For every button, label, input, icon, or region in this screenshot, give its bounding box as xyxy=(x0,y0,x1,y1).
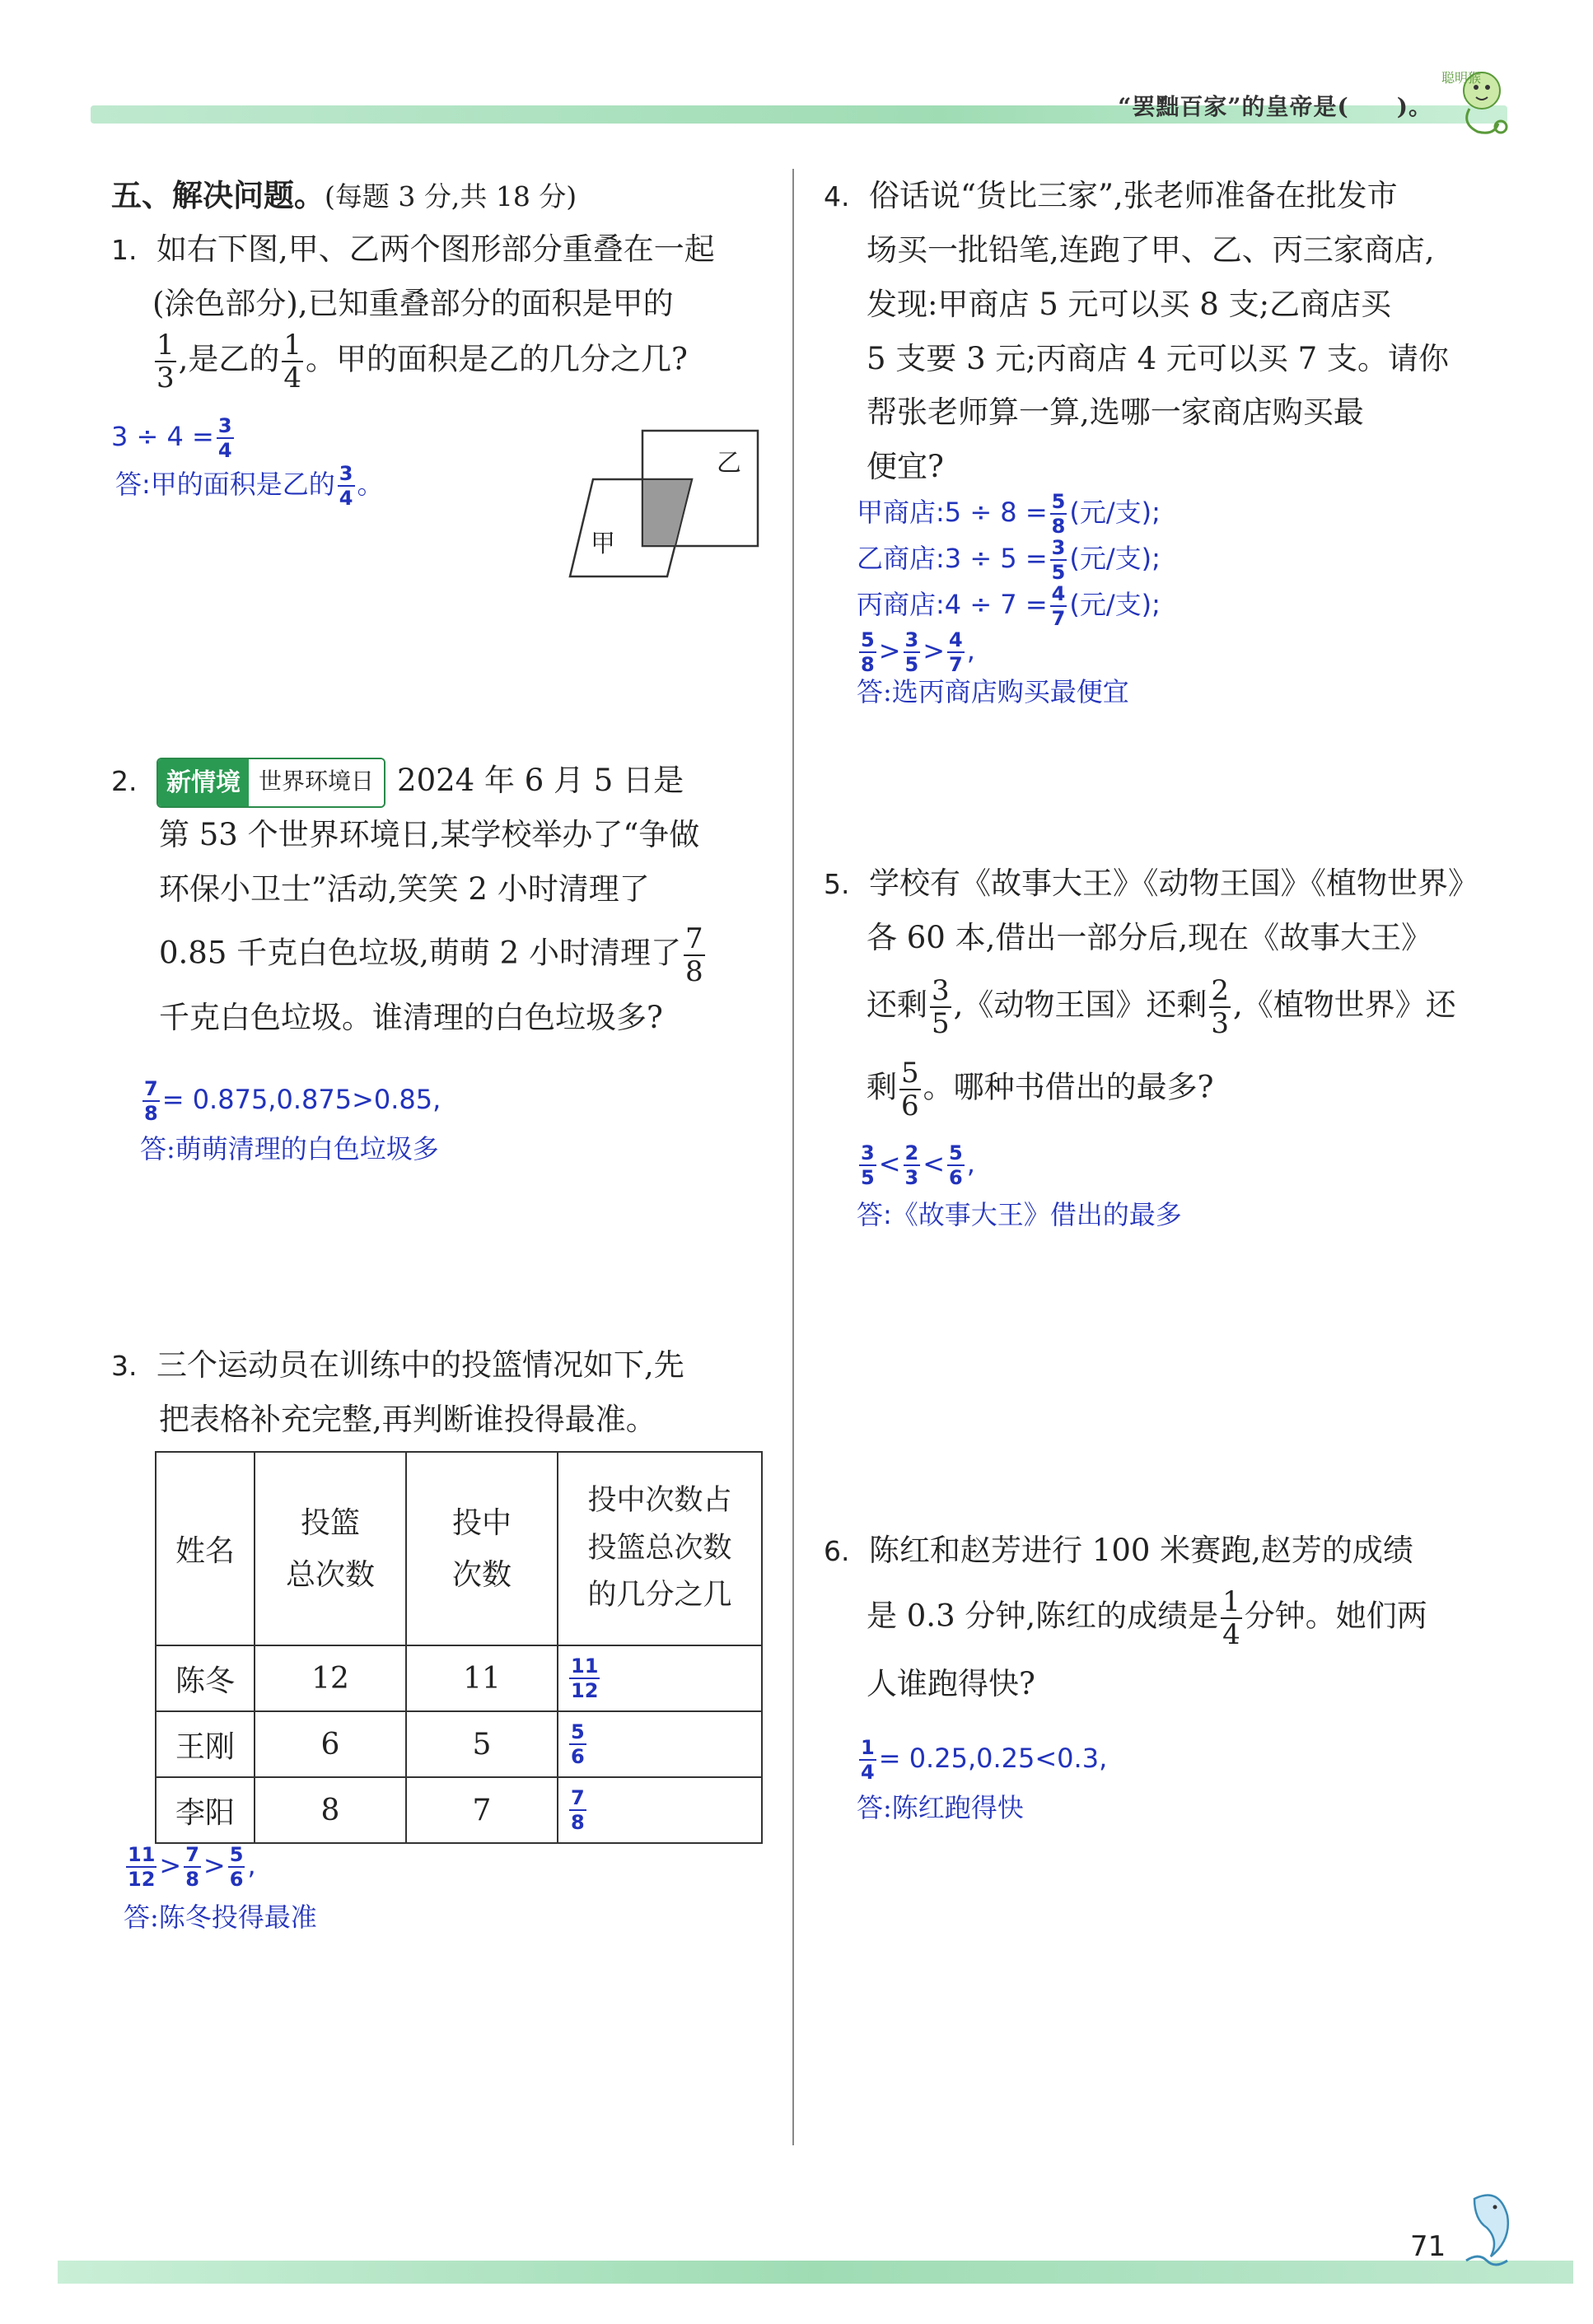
table-row xyxy=(156,1777,762,1843)
row-hit: 7 xyxy=(406,1777,558,1843)
q6-number: 6. xyxy=(824,1535,850,1567)
q5-answer-compare: $\frac{3}{5}$ < $\frac{2}{3}$ < $\frac{5}{6}$ , xyxy=(861,1141,975,1189)
q4-line5: 帮张老师算一算,选哪一家商店购买最 xyxy=(867,394,1364,431)
page-number: 71 xyxy=(1410,2230,1446,2263)
q2-answer-text: 答:萌萌清理的白色垃圾多 xyxy=(140,1133,439,1164)
q6-answer-text: 答:陈红跑得快 xyxy=(857,1792,1024,1823)
q1-number: 1. xyxy=(111,234,138,266)
q5-line4: 剩 $\frac{5}{6}$ 。哪种书借出的最多? xyxy=(867,1056,1214,1122)
q5-line2: 各 60 本,借出一部分后,现在《故事大王》 xyxy=(867,919,1432,955)
table-row xyxy=(156,1645,762,1711)
figure-label-a: 甲 xyxy=(591,530,615,558)
q4-line1: 俗话说“货比三家”,张老师准备在批发市 xyxy=(869,178,1398,213)
row-hit: 5 xyxy=(406,1711,558,1777)
q6-line1: 陈红和赵芳进行 100 米赛跑,赵芳的成绩 xyxy=(869,1533,1413,1568)
q2-answer-fraction: $\frac{7}{8}$ xyxy=(144,1077,158,1125)
q1-answer-text-fraction: $\frac{3}{4}$ xyxy=(339,462,353,510)
question-5 xyxy=(824,856,1499,1120)
row-answer: $\frac{5}{6}$ xyxy=(558,1711,762,1777)
row-total: 12 xyxy=(255,1645,406,1711)
th-total: 投篮 总次数 xyxy=(255,1452,406,1645)
q4-number: 4. xyxy=(824,180,850,212)
question-6 xyxy=(824,1524,1499,1711)
q1-answer-text: 答:甲的面积是乙的 $\frac{3}{4}$ 。 xyxy=(115,462,384,510)
section-heading xyxy=(111,169,577,223)
q2-line2: 第 53 个世界环境日,某学校举办了“争做 xyxy=(159,817,700,853)
q3-answer-text: 答:陈冬投得最准 xyxy=(124,1902,317,1933)
q1-overlap-figure xyxy=(560,420,774,585)
question-2 xyxy=(111,754,770,1045)
q2-fraction: $\frac{7}{8}$ xyxy=(684,922,703,988)
q4-calc-b: 乙商店:3 ÷ 5 = $\frac{3}{5}$ (元/支); xyxy=(857,536,1161,584)
row-hit: 11 xyxy=(406,1645,558,1711)
q2-line5: 千克白色垃圾。谁清理的白色垃圾多? xyxy=(159,999,663,1035)
q4-answer xyxy=(857,490,1161,714)
q2-line1: 2024 年 6 月 5 日是 xyxy=(397,763,684,798)
q4-calc-c: 丙商店:4 ÷ 7 = $\frac{4}{7}$ (元/支); xyxy=(857,582,1161,630)
figure-label-b: 乙 xyxy=(717,449,741,478)
q3-table xyxy=(155,1451,763,1844)
q4-line3: 发现:甲商店 5 元可以买 8 支;乙商店买 xyxy=(867,286,1392,322)
q5-answer-text: 答:《故事大王》借出的最多 xyxy=(857,1199,1182,1230)
q6-answer-calc: $\frac{1}{4}$ = 0.25,0.25<0.3, xyxy=(861,1736,1108,1784)
q4-line2: 场买一批铅笔,连跑了甲、乙、丙三家商店, xyxy=(867,231,1435,268)
question-4 xyxy=(824,169,1499,494)
logo-text: 聪明猴 xyxy=(1441,70,1482,86)
q2-number: 2. xyxy=(111,765,138,797)
row-total: 6 xyxy=(255,1711,406,1777)
q5-line3: 还剩 $\frac{3}{5}$ ,《动物王国》还剩 $\frac{2}{3}$ ,《植物世界》还 xyxy=(867,973,1456,1040)
monkey-logo-icon xyxy=(1437,58,1511,140)
q3-answer-compare: $\frac{11}{12}$ > $\frac{7}{8}$ > $\frac{5}{6}$ , xyxy=(128,1843,256,1891)
q3-number: 3. xyxy=(111,1350,138,1382)
q4-calc-a: 甲商店:5 ÷ 8 = $\frac{5}{8}$ (元/支); xyxy=(857,490,1161,538)
q4-compare: $\frac{5}{8}$ > $\frac{3}{5}$ > $\frac{4}{7}$ , xyxy=(861,628,975,676)
q1-line3: 。甲的面积是乙的几分之几? xyxy=(306,341,688,377)
q6-line2: 是 0.3 分钟,陈红的成绩是 $\frac{1}{4}$ 分钟。她们两 xyxy=(867,1584,1427,1651)
question-1 xyxy=(111,222,762,392)
table-row xyxy=(156,1711,762,1777)
row-name: 王刚 xyxy=(156,1711,255,1777)
q2-line3: 环保小卫士”活动,笑笑 2 小时清理了 xyxy=(159,871,650,908)
header-quiz-text: “罢黜百家”的皇帝是( )。 xyxy=(1118,93,1432,120)
q6-line3: 人谁跑得快? xyxy=(867,1665,1035,1701)
row-name: 李阳 xyxy=(156,1777,255,1843)
q1-fraction-2: $\frac{1}{4}$ xyxy=(283,328,302,394)
section-score: (每题 3 分,共 18 分) xyxy=(325,180,577,212)
figure-overlap-shaded xyxy=(642,479,692,546)
dolphin-icon xyxy=(1450,2182,1524,2273)
q3-line1: 三个运动员在训练中的投篮情况如下,先 xyxy=(156,1347,684,1383)
th-hit: 投中 次数 xyxy=(406,1452,558,1645)
q1-line1: 如右下图,甲、乙两个图形部分重叠在一起 xyxy=(156,231,715,267)
q2-badge-topic: 世界环境日 xyxy=(249,759,384,806)
q1-answer-calc: 3 ÷ 4 = $\frac{3}{4}$ xyxy=(111,414,232,462)
th-name: 姓名 xyxy=(156,1452,255,1645)
row-name: 陈冬 xyxy=(156,1645,255,1711)
row-answer: $\frac{7}{8}$ xyxy=(558,1777,762,1843)
q4-answer-text: 答:选丙商店购买最便宜 xyxy=(857,676,1129,707)
q4-line6: 便宜? xyxy=(867,449,944,485)
table-header-row xyxy=(156,1452,762,1645)
q2-badge xyxy=(156,758,385,808)
q5-line1: 学校有《故事大王》《动物王国》《植物世界》 xyxy=(869,866,1479,901)
q1-line2: (涂色部分),已知重叠部分的面积是甲的 xyxy=(152,285,674,321)
th-fraction: 投中次数占 投篮总次数 的几分之几 xyxy=(558,1452,762,1645)
q2-badge-new: 新情境 xyxy=(158,759,249,806)
q3-line2: 把表格补充完整,再判断谁投得最准。 xyxy=(159,1401,656,1437)
section-title: 五、解决问题。 xyxy=(111,177,325,213)
q1-fraction-1: $\frac{1}{3}$ xyxy=(156,328,175,394)
q2-answer-calc: $\frac{7}{8}$ = 0.875,0.875>0.85, xyxy=(144,1077,441,1125)
q4-line4: 5 支要 3 元;丙商店 4 元可以买 7 支。请你 xyxy=(867,340,1449,376)
q1-mid: ,是乙的 xyxy=(178,341,280,377)
question-3 xyxy=(111,1338,770,1447)
footer-band xyxy=(58,2261,1573,2284)
q5-number: 5. xyxy=(824,868,850,900)
q2-line4: 0.85 千克白色垃圾,萌萌 2 小时清理了 xyxy=(159,935,681,971)
row-answer: $\frac{11}{12}$ xyxy=(558,1645,762,1711)
column-divider xyxy=(792,169,794,2145)
q1-answer-fraction: $\frac{3}{4}$ xyxy=(217,414,232,462)
row-total: 8 xyxy=(255,1777,406,1843)
